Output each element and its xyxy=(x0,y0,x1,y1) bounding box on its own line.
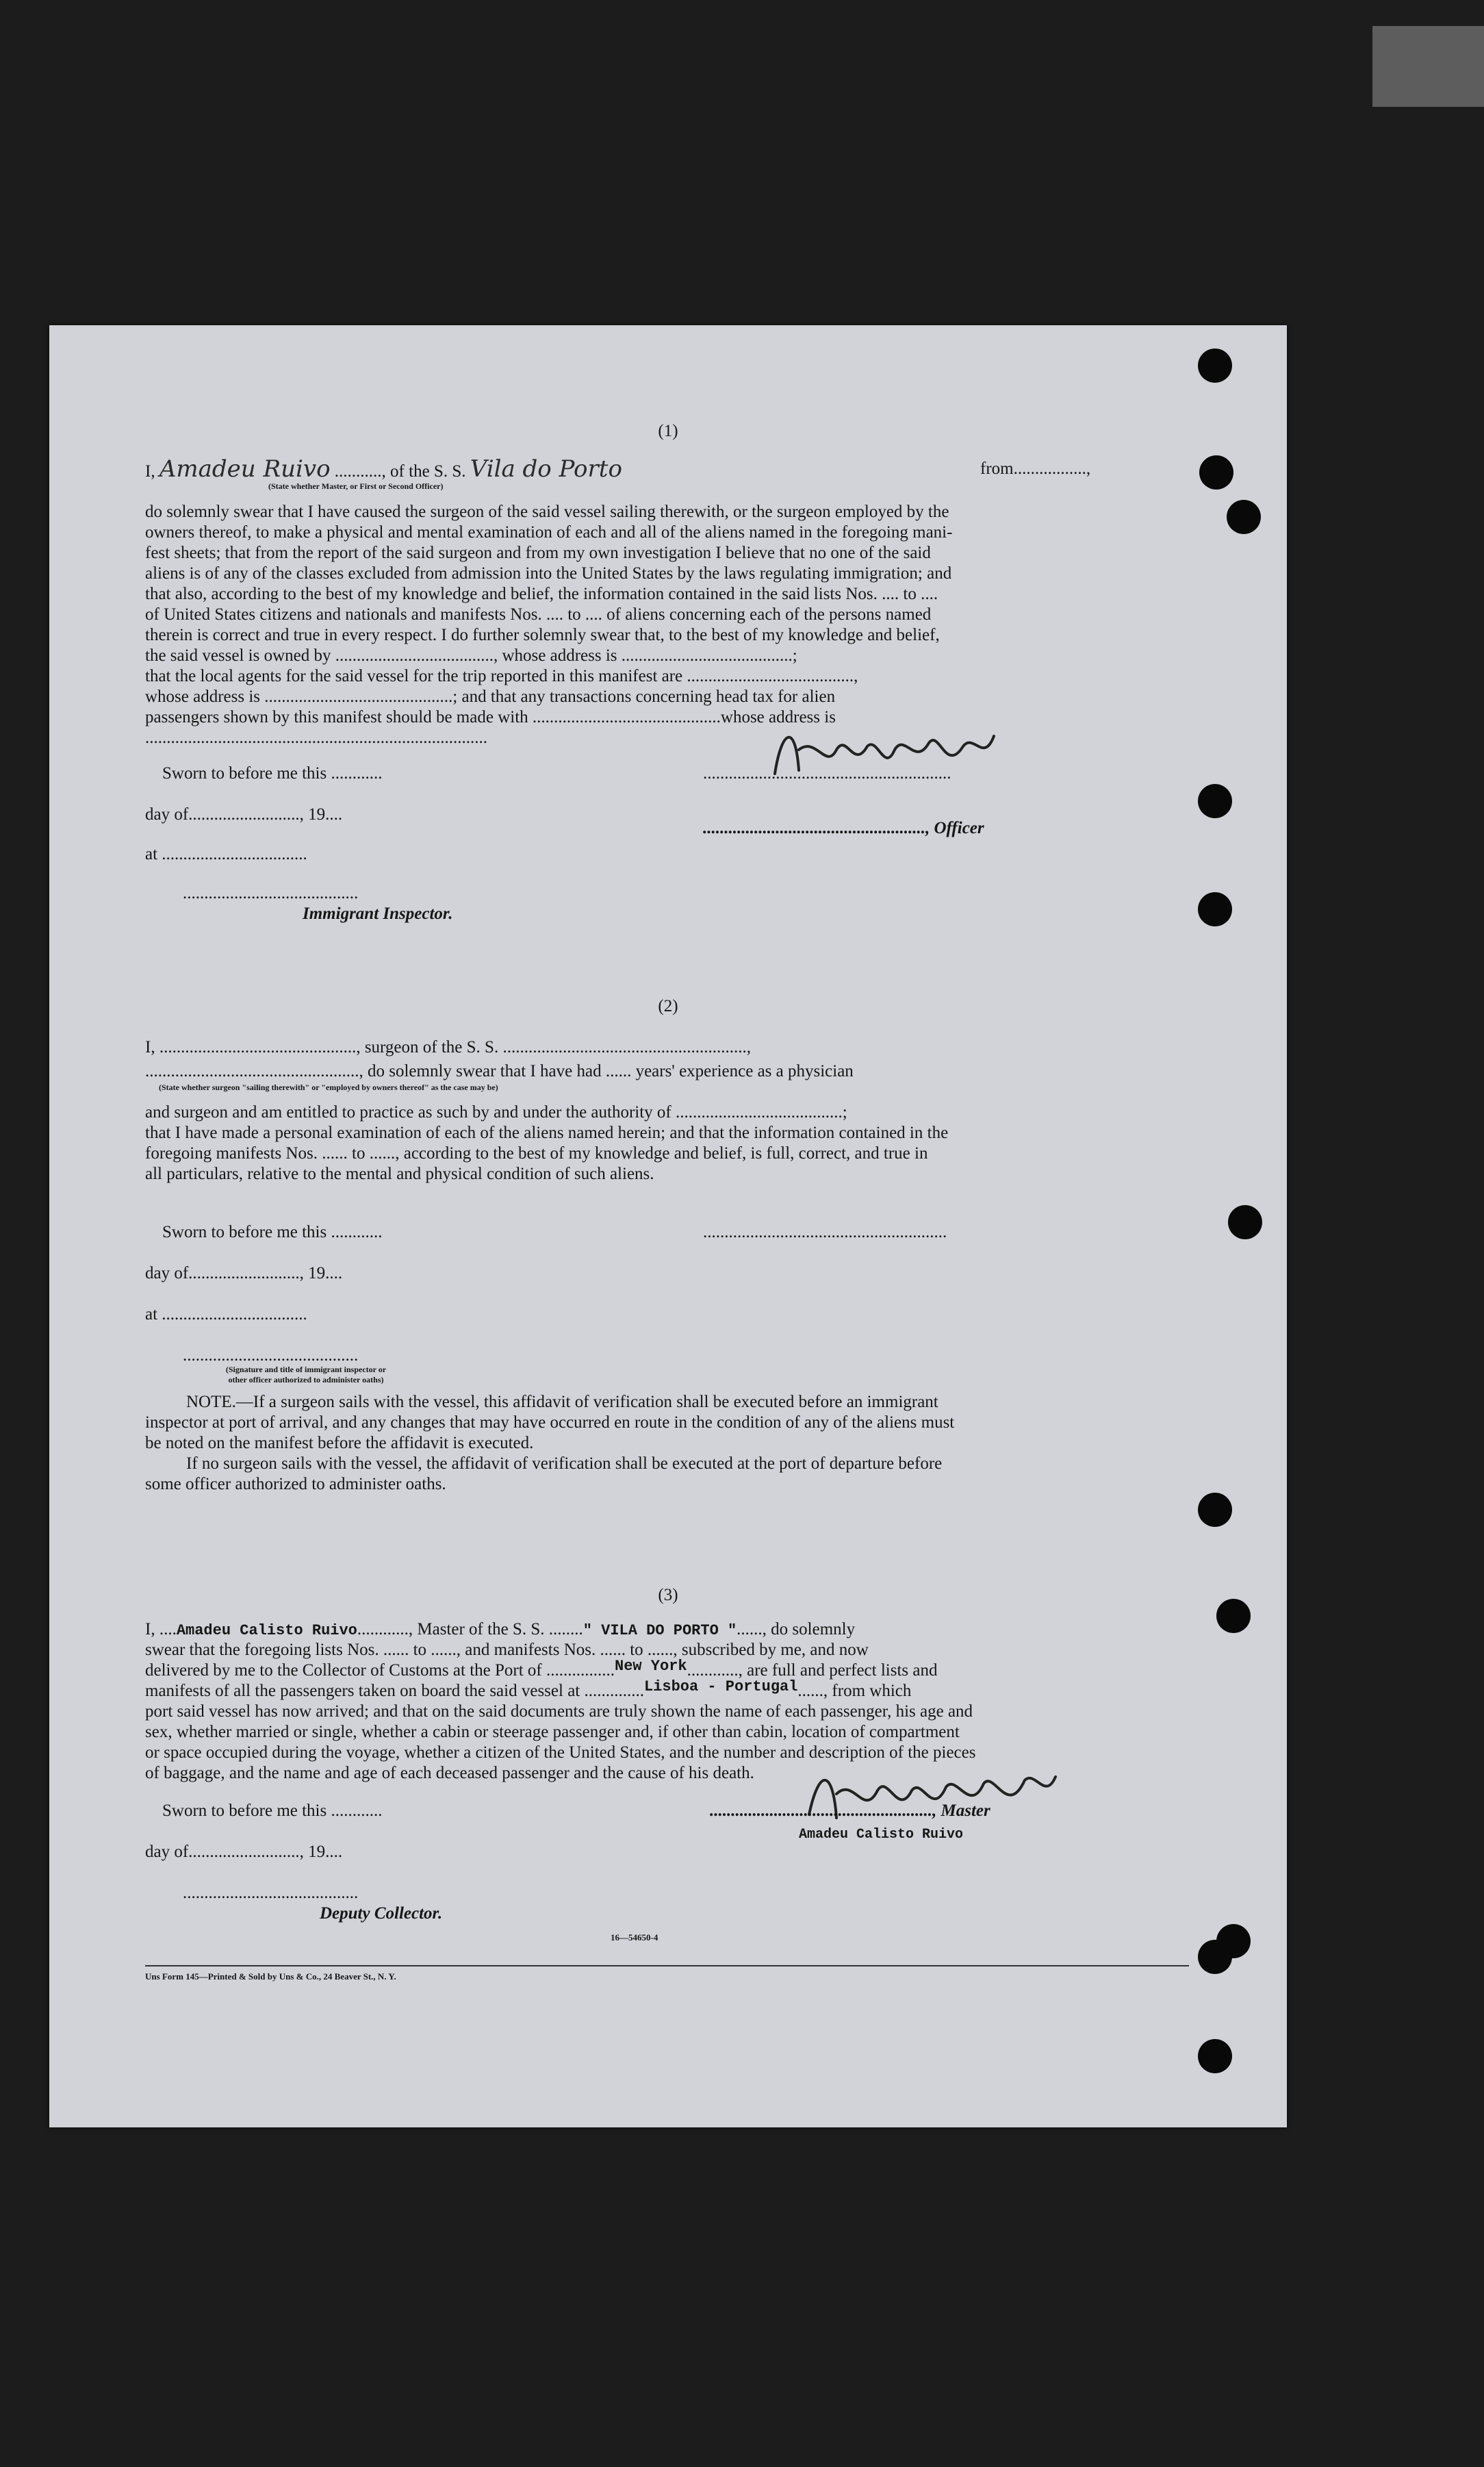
s3-para-line: of baggage, and the name and age of each deceased passenger and the cause of his death. xyxy=(145,1764,754,1782)
s1-officer-label: ...................................................., Officer xyxy=(703,819,984,837)
punch-hole-7 xyxy=(1198,1493,1232,1527)
s3-deputy-label: Deputy Collector. xyxy=(320,1904,443,1923)
s2-sig-caption-2: other officer authorized to administer oaths) xyxy=(228,1375,384,1384)
s3-master-line: ...................................................., Master xyxy=(710,1801,990,1820)
s3-line-1 xyxy=(145,1619,855,1641)
s2-note-line: inspector at port of arrival, and any changes that may have occurred en route in the condition of any of the aliens must xyxy=(145,1413,955,1432)
s3-l3-b: ............, are full and perfect lists and xyxy=(687,1661,938,1680)
s3-para-line: or space occupied during the voyage, whether a citizen of the United States, and the number and description of the pieces xyxy=(145,1743,976,1762)
s3-l1-a: I, .... xyxy=(145,1620,177,1639)
s2-note-line: be noted on the manifest before the affidavit is executed. xyxy=(145,1434,534,1452)
s2-note-line: NOTE.—If a surgeon sails with the vessel, this affidavit of verification shall be executed before an immigrant xyxy=(186,1393,938,1411)
punch-hole-4 xyxy=(1198,784,1232,818)
s1-officer-line xyxy=(703,818,984,839)
s2-sig-caption-1: (Signature and title of immigrant inspector or xyxy=(225,1365,387,1374)
s1-from: from................., xyxy=(980,459,1091,478)
manifest-page xyxy=(49,325,1287,2127)
s1-inspector-line: ......................................... xyxy=(183,884,359,902)
punch-hole-11 xyxy=(1198,2039,1232,2073)
s1-para-line: fest sheets; that from the report of the said surgeon and from my own investigation I believe that no one of the said xyxy=(145,544,931,562)
s1-caption: (State whether Master, or First or Second Officer) xyxy=(268,481,444,491)
punch-hole-2 xyxy=(1199,455,1233,490)
s3-master-typed: Amadeu Calisto Ruivo xyxy=(799,1827,964,1843)
s1-para-line: of United States citizens and nationals and manifests Nos. .... to .... of aliens concerning each of the persons named xyxy=(145,605,932,624)
s3-l4-a: manifests of all the passengers taken on board the said vessel at .............. xyxy=(145,1682,644,1700)
s3-line-4 xyxy=(145,1678,912,1703)
s1-at: at .................................. xyxy=(145,845,307,863)
s1-para-line: that the local agents for the said vessel for the trip reported in this manifest are ......................................., xyxy=(145,667,858,685)
s1-para-line: the said vessel is owned by ....................................., whose address is ........................................; xyxy=(145,646,797,665)
s2-at: at .................................. xyxy=(145,1305,307,1324)
corner-tab xyxy=(1372,26,1484,107)
s3-origin-port: Lisboa - Portugal xyxy=(643,1678,798,1695)
s2-day: day of.........................., 19.... xyxy=(145,1264,343,1282)
s2-caption: (State whether surgeon "sailing therewith" or "employed by owners thereof" as the case may be) xyxy=(159,1083,498,1092)
s1-line-1 xyxy=(145,455,1091,483)
s1-inspector-label: Immigrant Inspector. xyxy=(303,904,453,923)
s1-para-line: passengers shown by this manifest should be made with ............................................whose address is xyxy=(145,708,836,726)
s3-deputy-line: ......................................... xyxy=(183,1884,359,1902)
punch-hole-6 xyxy=(1228,1205,1262,1239)
s1-master-handwritten: Amadeu Ruivo xyxy=(159,455,331,483)
s1-ship-handwritten: Vila do Porto xyxy=(470,455,622,483)
s2-sworn: Sworn to before me this ............ xyxy=(162,1223,383,1241)
s1-para-line: ................................................................................ xyxy=(145,729,487,747)
s2-sig-line: ......................................... xyxy=(183,1346,359,1365)
s1-sworn: Sworn to before me this ............ xyxy=(162,764,383,783)
footer-rule xyxy=(145,1965,1189,1966)
s2-para-line: and surgeon and am entitled to practice as such by and under the authority of .......................................; xyxy=(145,1103,847,1122)
s3-day: day of.........................., 19.... xyxy=(145,1843,343,1861)
s3-port: New York xyxy=(615,1658,687,1675)
footer-imprint: Uns Form 145—Printed & Sold by Uns & Co., 24 Beaver St., N. Y. xyxy=(145,1971,396,1982)
s3-l1-b: ............, Master of the S. S. ........ xyxy=(357,1620,583,1639)
section-2-number: (2) xyxy=(658,997,678,1015)
form-code: 16—54650-4 xyxy=(611,1932,658,1943)
s2-para-line: foregoing manifests Nos. ...... to ......, according to the best of my knowledge and belief, is full, correct, and true in xyxy=(145,1144,928,1163)
s2-para-line: that I have made a personal examination of each of the aliens named herein; and that the information contained in the xyxy=(145,1124,949,1142)
s3-line-2: swear that the foregoing lists Nos. ...... to ......, and manifests Nos. ...... to ......, subscribed by me, and now xyxy=(145,1641,869,1659)
s1-para-line: aliens is of any of the classes excluded from admission into the United States by the laws regulating immigration; and xyxy=(145,564,952,583)
s2-sworn-right: ......................................................... xyxy=(703,1223,947,1241)
s3-l3-a: delivered by me to the Collector of Customs at the Port of ................ xyxy=(145,1661,615,1680)
s3-master-name: Amadeu Calisto Ruivo xyxy=(176,1622,357,1639)
s1-officer-sig-line: .......................................................... xyxy=(703,764,951,783)
s1-para-line: whose address is ............................................; and that any transactions concerning head tax for alien xyxy=(145,687,836,706)
section-1-number: (1) xyxy=(658,422,678,440)
s1-para-line: that also, according to the best of my knowledge and belief, the information contained in the said lists Nos. .... to .... xyxy=(145,585,938,603)
s1-officer-signature xyxy=(768,709,1001,784)
s2-note-line: some officer authorized to administer oaths. xyxy=(145,1475,446,1493)
punch-hole-3 xyxy=(1227,500,1261,534)
punch-hole-5 xyxy=(1198,892,1232,926)
s3-sworn: Sworn to before me this ............ xyxy=(162,1801,383,1820)
punch-hole-1 xyxy=(1198,349,1232,383)
s1-day: day of.........................., 19.... xyxy=(145,805,343,824)
s1-para-line: do solemnly swear that I have caused the surgeon of the said vessel sailing therewith, or the surgeon employed by the xyxy=(145,503,949,521)
s2-line-1: I, .............................................., surgeon of the S. S. ........................................................., xyxy=(145,1038,751,1057)
s1-fill: ..........., of the xyxy=(330,462,430,481)
s1-para-line: therein is correct and true in every respect. I do further solemnly swear that, to the best of my knowledge and belief, xyxy=(145,626,940,644)
s3-line-3 xyxy=(145,1660,937,1682)
s1-ss-prefix: S. S. xyxy=(433,462,466,481)
s2-note-line: If no surgeon sails with the vessel, the affidavit of verification shall be executed at the port of departure before xyxy=(186,1454,943,1473)
s3-l4-b: ......, from which xyxy=(797,1682,912,1700)
s3-ship-name: " VILA DO PORTO " xyxy=(583,1622,737,1639)
s3-para-line: port said vessel has now arrived; and that on the said documents are truly shown the name of each passenger, his age and xyxy=(145,1702,973,1721)
s1-prefix: I, xyxy=(145,462,155,481)
s2-line-2: .................................................., do solemnly swear that I have had ...... years' experience as a physician xyxy=(145,1062,854,1080)
section-3-number: (3) xyxy=(658,1586,678,1604)
s1-para-line: owners thereof, to make a physical and mental examination of each and all of the aliens named in the foregoing mani- xyxy=(145,523,953,542)
punch-hole-10 xyxy=(1198,1940,1232,1974)
s3-l1-c: ......, do solemnly xyxy=(737,1620,856,1639)
s2-para-line: all particulars, relative to the mental and physical condition of such aliens. xyxy=(145,1165,654,1183)
bleed-through-heading xyxy=(419,353,1206,380)
s3-para-line: sex, whether married or single, whether a cabin or steerage passenger and, if other than cabin, location of compartment xyxy=(145,1723,960,1741)
